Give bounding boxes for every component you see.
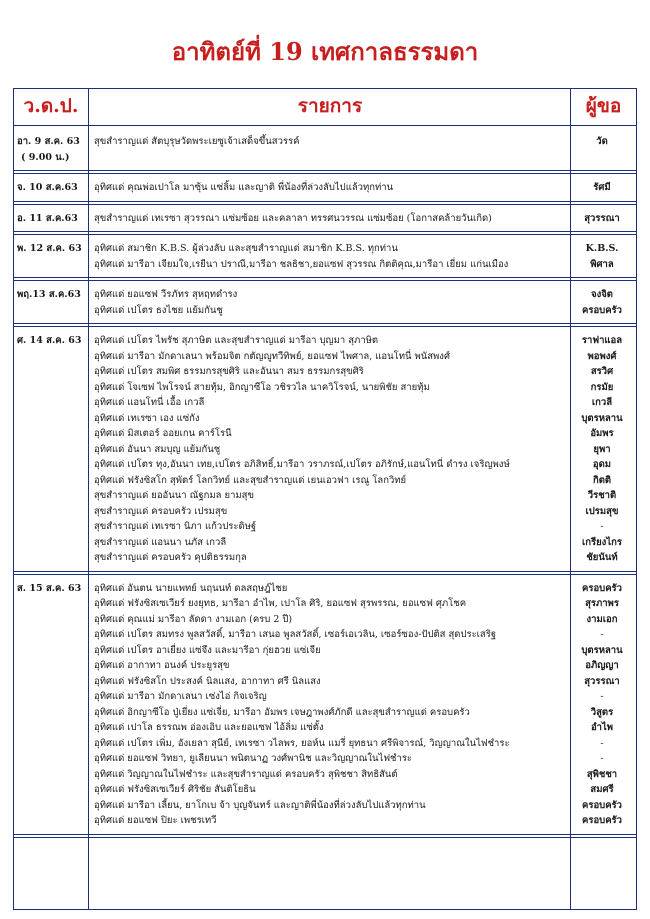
intention-line: อุทิศแด่ แอนโทนี่ เอื้อ เกวลี — [94, 397, 205, 408]
requester-name: - — [600, 521, 604, 532]
row-date — [17, 287, 87, 303]
row-requesters — [569, 180, 635, 196]
intention-line: อุทิศแด่ คุณแม่ มารีอา ลัดดา งามเอก (ครบ 2 ปี) — [94, 613, 293, 625]
intention-line: อุทิศแด่ เปโตร เพิ่ม, อังเยลา สุนีย์, เทเรซา วไลพร, ยอห์น แมรี่ ยุทธนา ศรีพิจารณ์, วิญญาณในไฟชำระ — [94, 737, 510, 749]
intention-line: อุทิศแด่ เปโตร ทุง,อันนา เทย,เปโตร อภิสิทธิ์,มารีอา วราภรณ์,เปโตร อภิรักษ์,แอนโทนี่ ดำรง เจริญพงษ์ — [94, 459, 510, 470]
intention-line: อุทิศแด่ อันนา สมบุญ แย้มกันชู — [94, 443, 221, 455]
requester-name: - — [600, 753, 604, 764]
table-row — [14, 282, 635, 323]
requester-name: อัมพร — [590, 428, 614, 439]
row-date — [17, 211, 87, 227]
date-line: อ. 11 ส.ค.63 — [17, 212, 78, 224]
requester-name: พิศาล — [590, 258, 614, 270]
header-divider — [14, 125, 636, 126]
table-row — [14, 206, 635, 232]
intention-line: อุทิศแด่ ยอแซฟ วิทยา, ยูเลียนนา พนิตนาฏ วงศ์พานิช และวิญญาณในไฟชำระ — [94, 753, 413, 764]
intention-line: สุขสำราญแด่ แอนนา นภัส เกวลี — [94, 536, 227, 548]
requester-name: จงจิต — [591, 289, 613, 300]
requester-name: สมศรี — [590, 784, 614, 795]
intention-line: สุขสำราญแด่ ยออันนา ณัฐกมล ยามสุข — [94, 490, 254, 501]
row-requesters — [569, 241, 635, 272]
intention-line: อุทิศแด่ มารีอา เลี้ยน, ยาโกเบ จ้า บุญจันทร์ และญาติพี่น้องที่ล่วงลับไปแล้วทุกท่าน — [94, 799, 426, 811]
row-date — [17, 180, 87, 196]
requester-name: เกวลี — [591, 397, 613, 408]
requester-name: ครอบครัว — [582, 304, 622, 316]
intention-line: อุทิศแด่ วิญญาณในไฟชำระ และสุขสำราญแด่ ครอบครัว สุพิชชา สิทธิสันต์ — [94, 768, 398, 780]
intention-line: อุทิศแด่ มารีอา มักดาเลนา พร้อมจิต กตัญญูทวีทิพย์, ยอแซฟ ไพศาล, แอนโทนี่ พนัสพงศ์ — [94, 350, 450, 362]
requester-name: สรวิศ — [590, 366, 614, 377]
intention-line: อุทิศแด่ ฟรังซิสเซเวียร์ ศิริชัย สันติโยธิน — [94, 784, 256, 795]
table-row — [14, 175, 635, 201]
date-line: ( 9.00 น.) — [21, 151, 70, 163]
requester-name: กรมัย — [590, 381, 614, 393]
row-divider — [14, 170, 636, 171]
intention-line: อุทิศแด่ ฟรังซิสโก ประสงค์ นิลแสง, อากาทา ศรี นิลแสง — [94, 675, 321, 687]
date-line: อา. 9 ส.ค. 63 — [17, 136, 80, 147]
row-divider — [14, 277, 636, 278]
row-divider — [14, 323, 636, 324]
row-items — [94, 241, 564, 272]
date-line: จ. 10 ส.ค.63 — [17, 182, 78, 193]
intention-line: อุทิศแด่ คุณพ่อเปาโล มาซุ้น แซ่ลิ้ม และญาติ พี่น้องที่ล่วงลับไปแล้วทุกท่าน — [94, 182, 394, 193]
row-requesters — [569, 134, 635, 150]
requester-name: วัด — [596, 136, 608, 147]
row-divider — [14, 231, 636, 232]
page-title: อาทิตย์ที่ 19 เทศกาลธรรมดา — [171, 37, 479, 66]
requester-name: ครอบครัว — [582, 815, 622, 826]
intention-line: อุทิศแด่ มารีอา เจียมใจ,เรยีนา ปราณี,มารีอา ชลธิชา,ยอแซฟ สุวรรณ กิตติคุณ,มารีอา เยี่ยม แก่นเมือง — [94, 258, 509, 270]
requester-name: ครอบครัว — [582, 582, 622, 594]
header-requester: ผู้ขอ — [585, 95, 622, 117]
requester-name: K.B.S. — [585, 243, 619, 254]
requester-name: อำไพ — [590, 722, 614, 733]
row-date — [17, 241, 87, 257]
intention-line: อุทิศแด่ อันตน นายแพทย์ นฤนนท์ ดลสฤษฎ์ไชย — [94, 582, 288, 594]
intention-line: อุทิศแด่ ยอแซฟ ปิยะ เพชรเทวี — [94, 815, 217, 826]
requester-name: - — [600, 737, 604, 749]
row-items — [94, 333, 564, 566]
intention-line: อุทิศแด่ เปโตร ไพรัช สุภาษิต และสุขสำราญแด่ มารีอา บุญมา สุภาษิต — [94, 335, 379, 346]
row-requesters — [569, 333, 635, 566]
intention-line: สุขสำราญแด่ เทเรซา นิภา แก้วประดิษฐ์ — [94, 521, 257, 532]
table-row — [14, 129, 635, 170]
intention-line: อุทิศแด่ อากาทา อนงค์ ประยูรสุข — [94, 660, 230, 671]
date-line: ศ. 14 ส.ค. 63 — [17, 335, 82, 346]
requester-name: ชัยนันท์ — [586, 552, 618, 563]
requester-name: วีรชาติ — [587, 490, 617, 501]
requester-name: อภิญญา — [585, 660, 619, 671]
row-items — [94, 134, 564, 150]
date-line: ส. 15 ส.ค. 63 — [17, 582, 82, 594]
requester-name: สุวรรณา — [584, 675, 620, 687]
table-row — [14, 576, 635, 834]
row-requesters — [569, 287, 635, 318]
date-line: พฤ.13 ส.ค.63 — [17, 289, 81, 300]
requester-name: ราฟาแอล — [581, 335, 623, 346]
requester-name: - — [600, 629, 604, 640]
requester-name: สุพิชชา — [586, 768, 618, 780]
requester-name: กิตติ — [592, 474, 612, 486]
row-date — [17, 581, 87, 597]
intention-line: อุทิศแด่ ยอแซฟ วีรภัทร สุหฤทดำรง — [94, 289, 238, 300]
requester-name: เกรียงไกร — [582, 536, 622, 548]
requester-name: สุรภาพร — [585, 598, 619, 609]
intention-line: อุทิศแด่ เปโตร สมพิศ ธรรมกรสุขศิริ และอันนา สมร ธรรมกรสุขศิริ — [94, 366, 364, 377]
intention-line: อุทิศแด่ ฟรังซิสโก สุพัตร์ โลกวิทย์ และสุขสำราญแด่ เยนเอวฟา เรณู โลกวิทย์ — [94, 474, 407, 486]
intention-line: อุทิศแด่ อิกญาซีโอ ปู่เยี่ยง แซ่เจี่ย, มารีอา อัมพร เจษฎาพงศ์ภักดี และสุขสำราญแด่ ครอบครัว — [94, 706, 470, 718]
intention-line: สุขสำราญแด่ เทเรซา สุวรรณา แซ่มซ้อย และคลาลา ทรรศนวรรณ แซ่มซ้อย (โอกาสคล้ายวันเกิด) — [94, 212, 492, 224]
requester-name: - — [600, 691, 604, 702]
row-date — [17, 134, 87, 165]
row-date — [17, 333, 87, 349]
intention-line: อุทิศแด่ มิสเตอร์ ออยเกน คาร์โรนี — [94, 428, 232, 439]
intention-line: อุทิศแด่ เทเรซา เอง แซ่กัง — [94, 412, 200, 424]
row-items — [94, 287, 564, 318]
row-divider — [14, 834, 636, 835]
table-row — [14, 328, 635, 571]
row-items — [94, 581, 564, 829]
intention-line: สุขสำราญแด่ ครอบครัว เปรมสุข — [94, 505, 228, 517]
requester-name: ยุพา — [593, 443, 611, 455]
intention-line: อุทิศแด่ ฟรังซิสเซเวียร์ ยงยุทธ, มารีอา อำไพ, เปาโล ศิริ, ยอแซฟ สุรพรรณ, ยอแซฟ ศุภโชค — [94, 598, 467, 609]
requester-name: งามเอก — [586, 613, 618, 625]
intentions-table — [13, 88, 637, 910]
requester-name: ครอบครัว — [582, 799, 622, 811]
intention-line: อุทิศแด่ เปาโล ธรรณพ อ่องเอิบ และยอแซฟ ไอ้ลิ่ม แซ่ตั้ง — [94, 722, 324, 733]
intention-line: สุขสำราญแด่ สัตบุรุษวัดพระเยซูเจ้าเสด็จขึ้นสวรรค์ — [94, 136, 300, 147]
header-date: ว.ด.ป. — [23, 95, 79, 117]
intention-line: สุขสำราญแด่ ครอบครัว คุปติธรรมกุล — [94, 552, 247, 563]
requester-name: สุวรรณา — [584, 212, 620, 224]
requester-name: เปรมสุข — [585, 505, 619, 517]
intention-line: อุทิศแด่ สมาชิก K.B.S. ผู้ล่วงลับ และสุขสำราญแด่ สมาชิก K.B.S. ทุกท่าน — [94, 243, 398, 254]
table-row — [14, 236, 635, 277]
requester-name: อุดม — [592, 459, 612, 470]
intention-line: อุทิศแด่ เปโตร ธงไชย แย้มกันชู — [94, 304, 223, 316]
requester-name: บุตรหลาน — [581, 644, 623, 656]
row-items — [94, 211, 564, 227]
intention-line: อุทิศแด่ มารีอา มักดาเลนา เซ่งไอ่ กิจเจริญ — [94, 691, 267, 702]
requester-name: พอพงศ์ — [587, 350, 617, 362]
row-items — [94, 180, 564, 196]
requester-name: รัศมี — [593, 182, 611, 193]
row-divider — [14, 201, 636, 202]
intention-line: อุทิศแด่ โจเซฟ ไพโรจน์ สายทุ้ม, อิกญาซีโอ วชิรวไล นาควิโรจน์, นายพิชัย สายทุ้ม — [94, 381, 430, 393]
row-divider — [14, 571, 636, 572]
row-requesters — [569, 581, 635, 829]
intention-line: อุทิศแด่ เปโตร อาเยี่ยง แซ่จึง และมารีอา กุ่ยฮวย แซ่เจีย — [94, 644, 321, 656]
requester-name: บุตรหลาน — [581, 412, 623, 424]
requester-name: วิสูตร — [590, 706, 614, 718]
date-line: พ. 12 ส.ค. 63 — [17, 243, 82, 254]
intention-line: อุทิศแด่ เปโตร สมทรง พูลสวัสดิ์, มารีอา เสนอ พูลสวัสดิ์, เซอร์เอเวลิน, เซอร์ซอง-ปัปติส สุดประเสริฐ — [94, 629, 497, 640]
row-requesters — [569, 211, 635, 227]
header-items: รายการ — [297, 95, 363, 117]
